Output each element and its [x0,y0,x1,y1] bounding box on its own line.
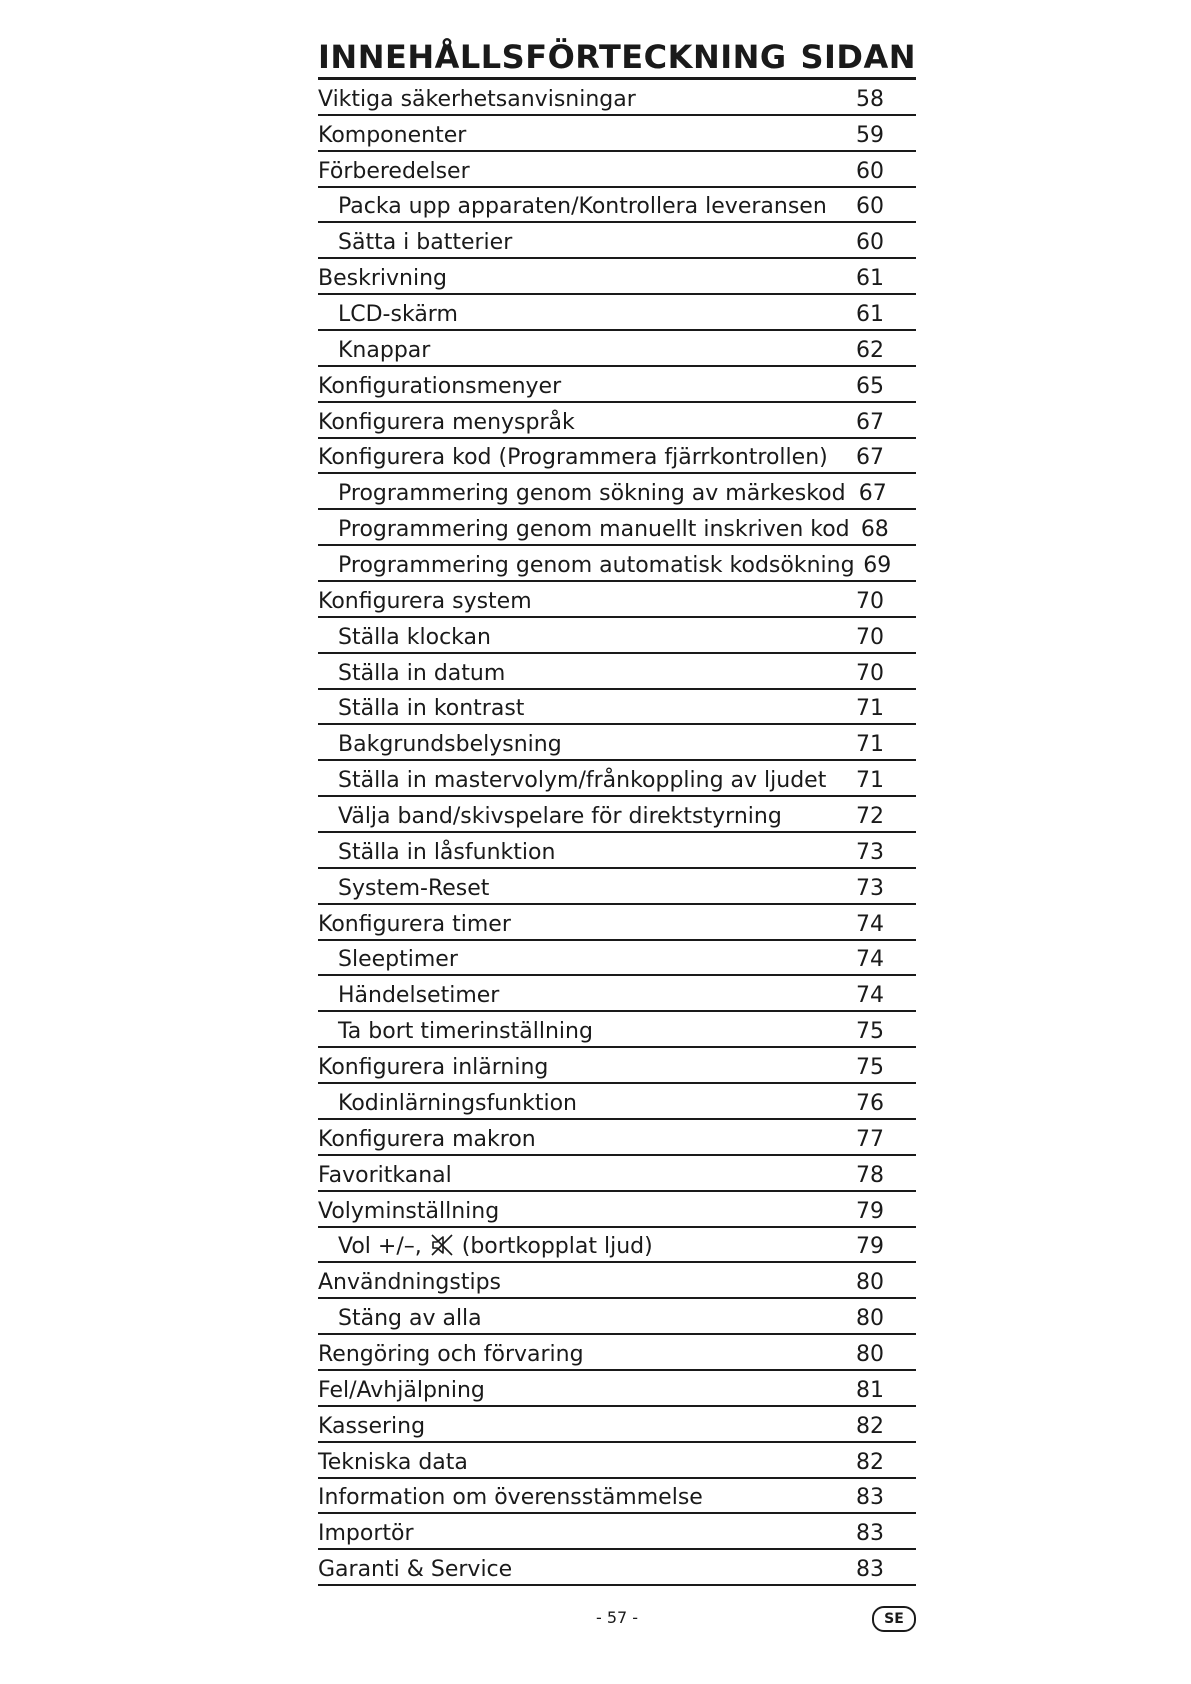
toc-row [318,439,916,475]
toc-entry-title: Konfigurera timer [318,911,511,937]
toc-entry-title: Programmering genom automatisk kodsökning [338,553,855,579]
toc-title: INNEHÅLLSFÖRTECKNING [318,38,787,76]
toc-entry-title: Fel/Avhjälpning [318,1377,485,1403]
toc-page-label: SIDAN [800,38,916,76]
toc-row [318,1299,916,1335]
toc-entry-title: Konfigurera makron [318,1126,536,1152]
toc-row [318,367,916,403]
toc-entry-title: Ställa in kontrast [338,696,525,722]
toc-row [318,1012,916,1048]
toc-row [318,1084,916,1120]
toc-row [318,1514,916,1550]
toc-entry-title: Favoritkanal [318,1162,452,1188]
toc-entry-page: 65 [856,373,884,399]
toc-row [318,1550,916,1586]
toc-entry-page: 71 [856,696,884,722]
toc-row [318,725,916,761]
toc-entry-title: Knappar [338,337,431,363]
toc-row [318,1048,916,1084]
toc-entry-title: Ställa klockan [338,624,491,650]
toc-entry-page: 80 [856,1341,884,1367]
toc-entry-page: 73 [856,839,884,865]
toc-entry-title: Sleeptimer [338,947,458,973]
toc-row [318,152,916,188]
mute-icon [431,1234,453,1256]
toc-entry-title: Ställa in mastervolym/frånkoppling av ljudet [338,768,827,794]
toc-entry-page: 72 [856,804,884,830]
toc-entry-page: 68 [860,517,889,543]
toc-row [318,1335,916,1371]
toc-entry-page: 78 [856,1162,884,1188]
toc-entry-title: Importör [318,1521,414,1547]
language-badge: SE [872,1606,916,1632]
toc-entry-page: 82 [856,1449,884,1475]
toc-row [318,976,916,1012]
toc-entry-title-prefix: Vol +/–, [338,1234,422,1260]
toc-entry-page: 69 [863,553,892,579]
toc-entry-title: Ställa in låsfunktion [338,839,556,865]
toc-row [318,797,916,833]
toc-page [318,30,916,1586]
toc-row [318,1263,916,1299]
toc-entry-page: 75 [856,1019,884,1045]
toc-row [318,1443,916,1479]
toc-entry-page: 60 [856,158,884,184]
toc-entry-page: 70 [856,624,884,650]
toc-entry-title: Konfigurera inlärning [318,1055,549,1081]
toc-entry-title: Sätta i batterier [338,230,513,256]
toc-row [318,1120,916,1156]
toc-entry-title: Tekniska data [318,1449,468,1475]
toc-entry-title: Programmering genom sökning av märkeskod [338,481,846,507]
toc-entry-page: 67 [858,481,887,507]
toc-entry-page: 82 [856,1413,884,1439]
toc-entry-page: 79 [856,1234,884,1260]
toc-entry-title: Bakgrundsbelysning [338,732,562,758]
toc-entry-page: 79 [856,1198,884,1224]
toc-row [318,1156,916,1192]
toc-entry-title: Kodinlärningsfunktion [338,1090,578,1116]
toc-entry-title: Viktiga säkerhetsanvisningar [318,86,636,112]
page-footer [318,1600,916,1634]
toc-entry-title: Förberedelser [318,158,470,184]
toc-entry-title: Kassering [318,1413,426,1439]
toc-header [318,30,916,80]
toc-entry-page: 70 [856,660,884,686]
toc-row [318,941,916,977]
toc-row [318,869,916,905]
toc-row [318,654,916,690]
toc-row [318,403,916,439]
toc-entry-page: 76 [856,1090,884,1116]
toc-entry-title: System-Reset [338,875,490,901]
toc-entry-page: 70 [856,588,884,614]
toc-entry-page: 77 [856,1126,884,1152]
toc-row [318,1192,916,1228]
toc-list [318,80,916,1586]
toc-entry-page: 60 [856,230,884,256]
toc-row [318,1228,916,1264]
toc-entry-title: Garanti & Service [318,1557,513,1583]
toc-row [318,80,916,116]
toc-entry-page: 80 [856,1306,884,1332]
toc-entry-page: 74 [856,947,884,973]
toc-entry-page: 61 [856,266,884,292]
toc-entry-title: Rengöring och förvaring [318,1341,584,1367]
toc-entry-page: 67 [856,445,884,471]
toc-entry-page: 75 [856,1055,884,1081]
toc-entry-title: Packa upp apparaten/Kontrollera leveransen [338,194,827,220]
toc-row [318,618,916,654]
toc-entry-page: 80 [856,1270,884,1296]
toc-entry-title-suffix: (bortkopplat ljud) [461,1234,653,1260]
toc-row [318,1371,916,1407]
toc-entry-title: Välja band/skivspelare för direktstyrning [338,804,782,830]
toc-row [318,690,916,726]
toc-entry-title: Händelsetimer [338,983,500,1009]
toc-row [318,582,916,618]
toc-entry-title [318,1234,653,1258]
toc-entry-page: 60 [856,194,884,220]
toc-entry-title: Konfigurera menyspråk [318,409,575,435]
toc-entry-title: LCD-skärm [338,302,458,328]
toc-row [318,259,916,295]
toc-row [318,761,916,797]
toc-row [318,331,916,367]
toc-entry-page: 58 [856,86,884,112]
toc-entry-title: Volyminställning [318,1198,500,1224]
toc-entry-title: Information om överensstämmelse [318,1485,703,1511]
toc-row [318,295,916,331]
toc-row [318,116,916,152]
toc-row [318,833,916,869]
toc-entry-page: 81 [856,1377,884,1403]
toc-entry-page: 59 [856,122,884,148]
toc-row [318,510,916,546]
toc-entry-page: 62 [856,337,884,363]
toc-entry-page: 61 [856,302,884,328]
toc-entry-title: Stäng av alla [338,1306,482,1332]
toc-entry-title: Konfigurera kod (Programmera fjärrkontrollen) [318,445,828,471]
toc-row [318,905,916,941]
toc-row [318,223,916,259]
toc-entry-page: 74 [856,911,884,937]
page-number: - 57 - [595,1608,639,1627]
toc-entry-title: Ställa in datum [338,660,506,686]
toc-row [318,1407,916,1443]
toc-row [318,1479,916,1515]
toc-entry-page: 83 [856,1521,884,1547]
toc-entry-page: 71 [856,768,884,794]
toc-entry-title: Ta bort timerinställning [338,1019,593,1045]
toc-entry-title: Användningstips [318,1270,501,1296]
toc-entry-title: Konfigurera system [318,588,532,614]
toc-row [318,188,916,224]
toc-entry-title: Programmering genom manuellt inskriven kod [338,517,850,543]
toc-entry-title: Komponenter [318,122,467,148]
toc-entry-page: 67 [856,409,884,435]
toc-entry-page: 74 [856,983,884,1009]
toc-entry-page: 71 [856,732,884,758]
toc-entry-page: 83 [856,1485,884,1511]
toc-entry-title: Konfigurationsmenyer [318,373,562,399]
toc-row [318,546,916,582]
toc-entry-page: 83 [856,1557,884,1583]
toc-entry-title: Beskrivning [318,266,447,292]
toc-entry-page: 73 [856,875,884,901]
toc-row [318,474,916,510]
